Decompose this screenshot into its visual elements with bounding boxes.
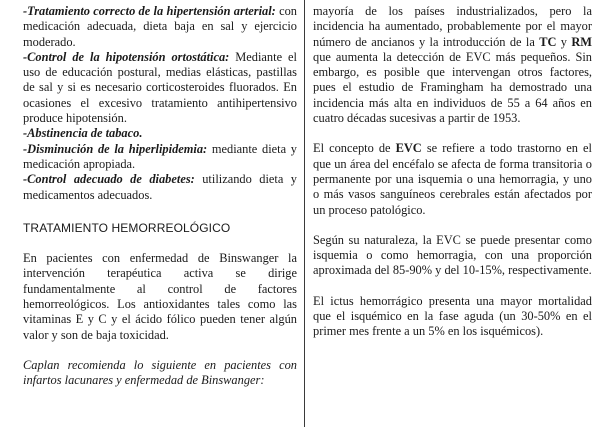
paragraph-incidence [313, 4, 592, 126]
text-run: que aumenta la detección de EVC más pequeños. Sin embargo, es posible que intervengan otros factores, pues el estudio de Framingham ha demostrado una incidencia más alta en individuos de 55 a 64 años en cuatro décadas sucesivas a partir de 1953. [313, 49, 592, 126]
item-heading: -Disminución de la hiperlipidemia: [23, 141, 208, 156]
paragraph-caplan: Caplan recomienda lo siguiente en pacientes con infartos lacunares y enfermedad de Binswanger: [23, 357, 297, 388]
left-column [23, 4, 297, 389]
paragraph-nature: Según su naturaleza, la EVC se puede presentar como isquemia o como hemorragia, con una proporción aproximada del 85-90% y del 10-15%, respectivamente. [313, 232, 592, 278]
item-heading: -Control adecuado de diabetes: [23, 172, 195, 187]
text-run: mayoría de los países industrializados, pero la incidencia ha aumentado, probablemente por el mayor número de ancianos y la introducción de la [313, 4, 592, 49]
paragraph-evc-concept [313, 141, 592, 217]
text-run: y [556, 34, 572, 49]
item-text: mediante dieta y medicación apropiada. [23, 141, 297, 171]
text-run: se refiere a todo trastorno en el que un área del encéfalo se afecta de forma transitoria o permanente por una isquemia o una hemorragia, y uno o más vasos sanguíneos cerebrales están afectados por un proceso patológico. [313, 141, 592, 217]
paragraph-binswanger: En pacientes con enfermedad de Binswanger la intervención terapéutica activa se dirige fundamentalmente al control de factores hemorreológicos. Los antioxidantes tales como las vitaminas E y C y el ácido fólico pueden tener algún valor y son de baja toxicidad. [23, 251, 297, 342]
section-title: TRATAMIENTO HEMORREOLÓGICO [23, 220, 231, 235]
term-rm: RM [571, 34, 592, 49]
list-item-diabetes [23, 172, 297, 203]
list-item-hypotension [23, 50, 297, 126]
item-text: utilizando dieta y medicamentos adecuados. [23, 172, 297, 202]
term-evc: EVC [395, 141, 422, 156]
paragraph-hemorrhagic: El ictus hemorrágico presenta una mayor mortalidad que el isquémico en la fase aguda (un 30-50% en el primer mes frente a un 5% en los isquémicos). [313, 293, 592, 339]
list-item-hypertension [23, 4, 297, 50]
item-heading: -Tratamiento correcto de la hipertensión arterial: [23, 4, 276, 18]
item-heading: -Abstinencia de tabaco. [23, 126, 143, 141]
list-item-hyperlipidemia [23, 142, 297, 173]
item-text: con medicación adecuada, dieta baja en sal y ejercicio moderado. [23, 4, 297, 49]
column-divider [304, 0, 305, 427]
right-column [313, 4, 592, 340]
item-heading: -Control de la hipotensión ortostática: [23, 49, 230, 64]
item-text: Mediante el uso de educación postural, medias elásticas, pastillas de sal y si es necesario corticosteroides fluorados. En ocasiones el excesivo tratamiento antihipertensivo produce hipotensión. [23, 49, 297, 126]
list-item-tobacco [23, 126, 297, 141]
text-run: El concepto de [313, 141, 396, 156]
term-tc: TC [539, 34, 557, 49]
